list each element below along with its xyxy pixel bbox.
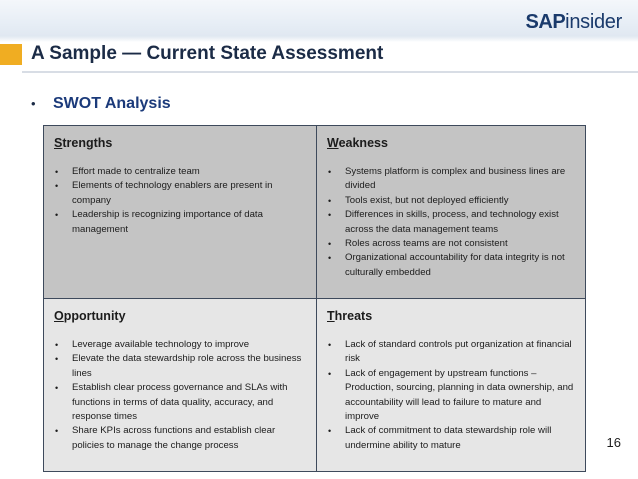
logo-sap-text: SAP <box>525 10 566 33</box>
list-item: • Lack of standard controls put organization at financial risk <box>327 338 575 367</box>
weakness-heading <box>327 135 575 151</box>
list-item: • Elevate the data stewardship role across the business lines <box>54 352 306 381</box>
opportunity-list <box>54 338 306 453</box>
opportunity-heading <box>54 308 306 324</box>
swot-table <box>43 125 586 472</box>
list-item: • Lack of commitment to data stewardship role will undermine ability to mature <box>327 424 575 453</box>
strengths-quadrant <box>44 126 317 299</box>
list-item: • Differences in skills, process, and technology exist across the data management teams <box>327 208 575 237</box>
list-item: • Establish clear process governance and SLAs with functions in terms of data quality, accuracy, and response times <box>54 381 306 424</box>
weakness-heading-rest: eakness <box>338 136 388 150</box>
list-item: • Leadership is recognizing importance of data management <box>54 208 306 237</box>
opportunity-heading-rest: pportunity <box>63 309 126 323</box>
weakness-heading-initial: W <box>327 136 339 150</box>
list-item: • Roles across teams are not consistent <box>327 237 575 251</box>
logo-insider-text: insider <box>565 10 622 33</box>
strengths-heading-initial: S <box>54 136 63 150</box>
list-item: • Leverage available technology to improve <box>54 338 306 352</box>
threats-heading <box>327 308 575 324</box>
list-item: • Tools exist, but not deployed efficiently <box>327 194 575 208</box>
sapinsider-logo <box>526 10 622 34</box>
list-item: • Effort made to centralize team <box>54 165 306 179</box>
weakness-list <box>327 165 575 280</box>
title-accent-bar <box>0 44 22 65</box>
opportunity-quadrant <box>44 299 317 471</box>
opportunity-heading-initial: O <box>54 309 64 323</box>
strengths-heading <box>54 135 306 151</box>
title-divider <box>22 71 638 73</box>
threats-quadrant <box>317 299 585 471</box>
list-item: • Elements of technology enablers are present in company <box>54 179 306 208</box>
list-item: • Organizational accountability for data integrity is not culturally embedded <box>327 251 575 280</box>
strengths-heading-rest: trengths <box>62 136 113 150</box>
slide-title: A Sample — Current State Assessment <box>31 43 384 64</box>
subtitle-bullet: • <box>31 96 36 111</box>
list-item: • Lack of engagement by upstream functions – Production, sourcing, planning in data ownership, and accountability will lead to failure to mature and improve <box>327 367 575 425</box>
swot-subtitle: SWOT Analysis <box>53 95 171 112</box>
strengths-list <box>54 165 306 237</box>
weakness-quadrant <box>317 126 585 299</box>
threats-list <box>327 338 575 453</box>
page-number: 16 <box>606 435 621 450</box>
list-item: • Share KPIs across functions and establish clear policies to manage the change process <box>54 424 306 453</box>
threats-heading-initial: T <box>327 309 335 323</box>
list-item: • Systems platform is complex and business lines are divided <box>327 165 575 194</box>
threats-heading-rest: hreats <box>334 309 373 323</box>
